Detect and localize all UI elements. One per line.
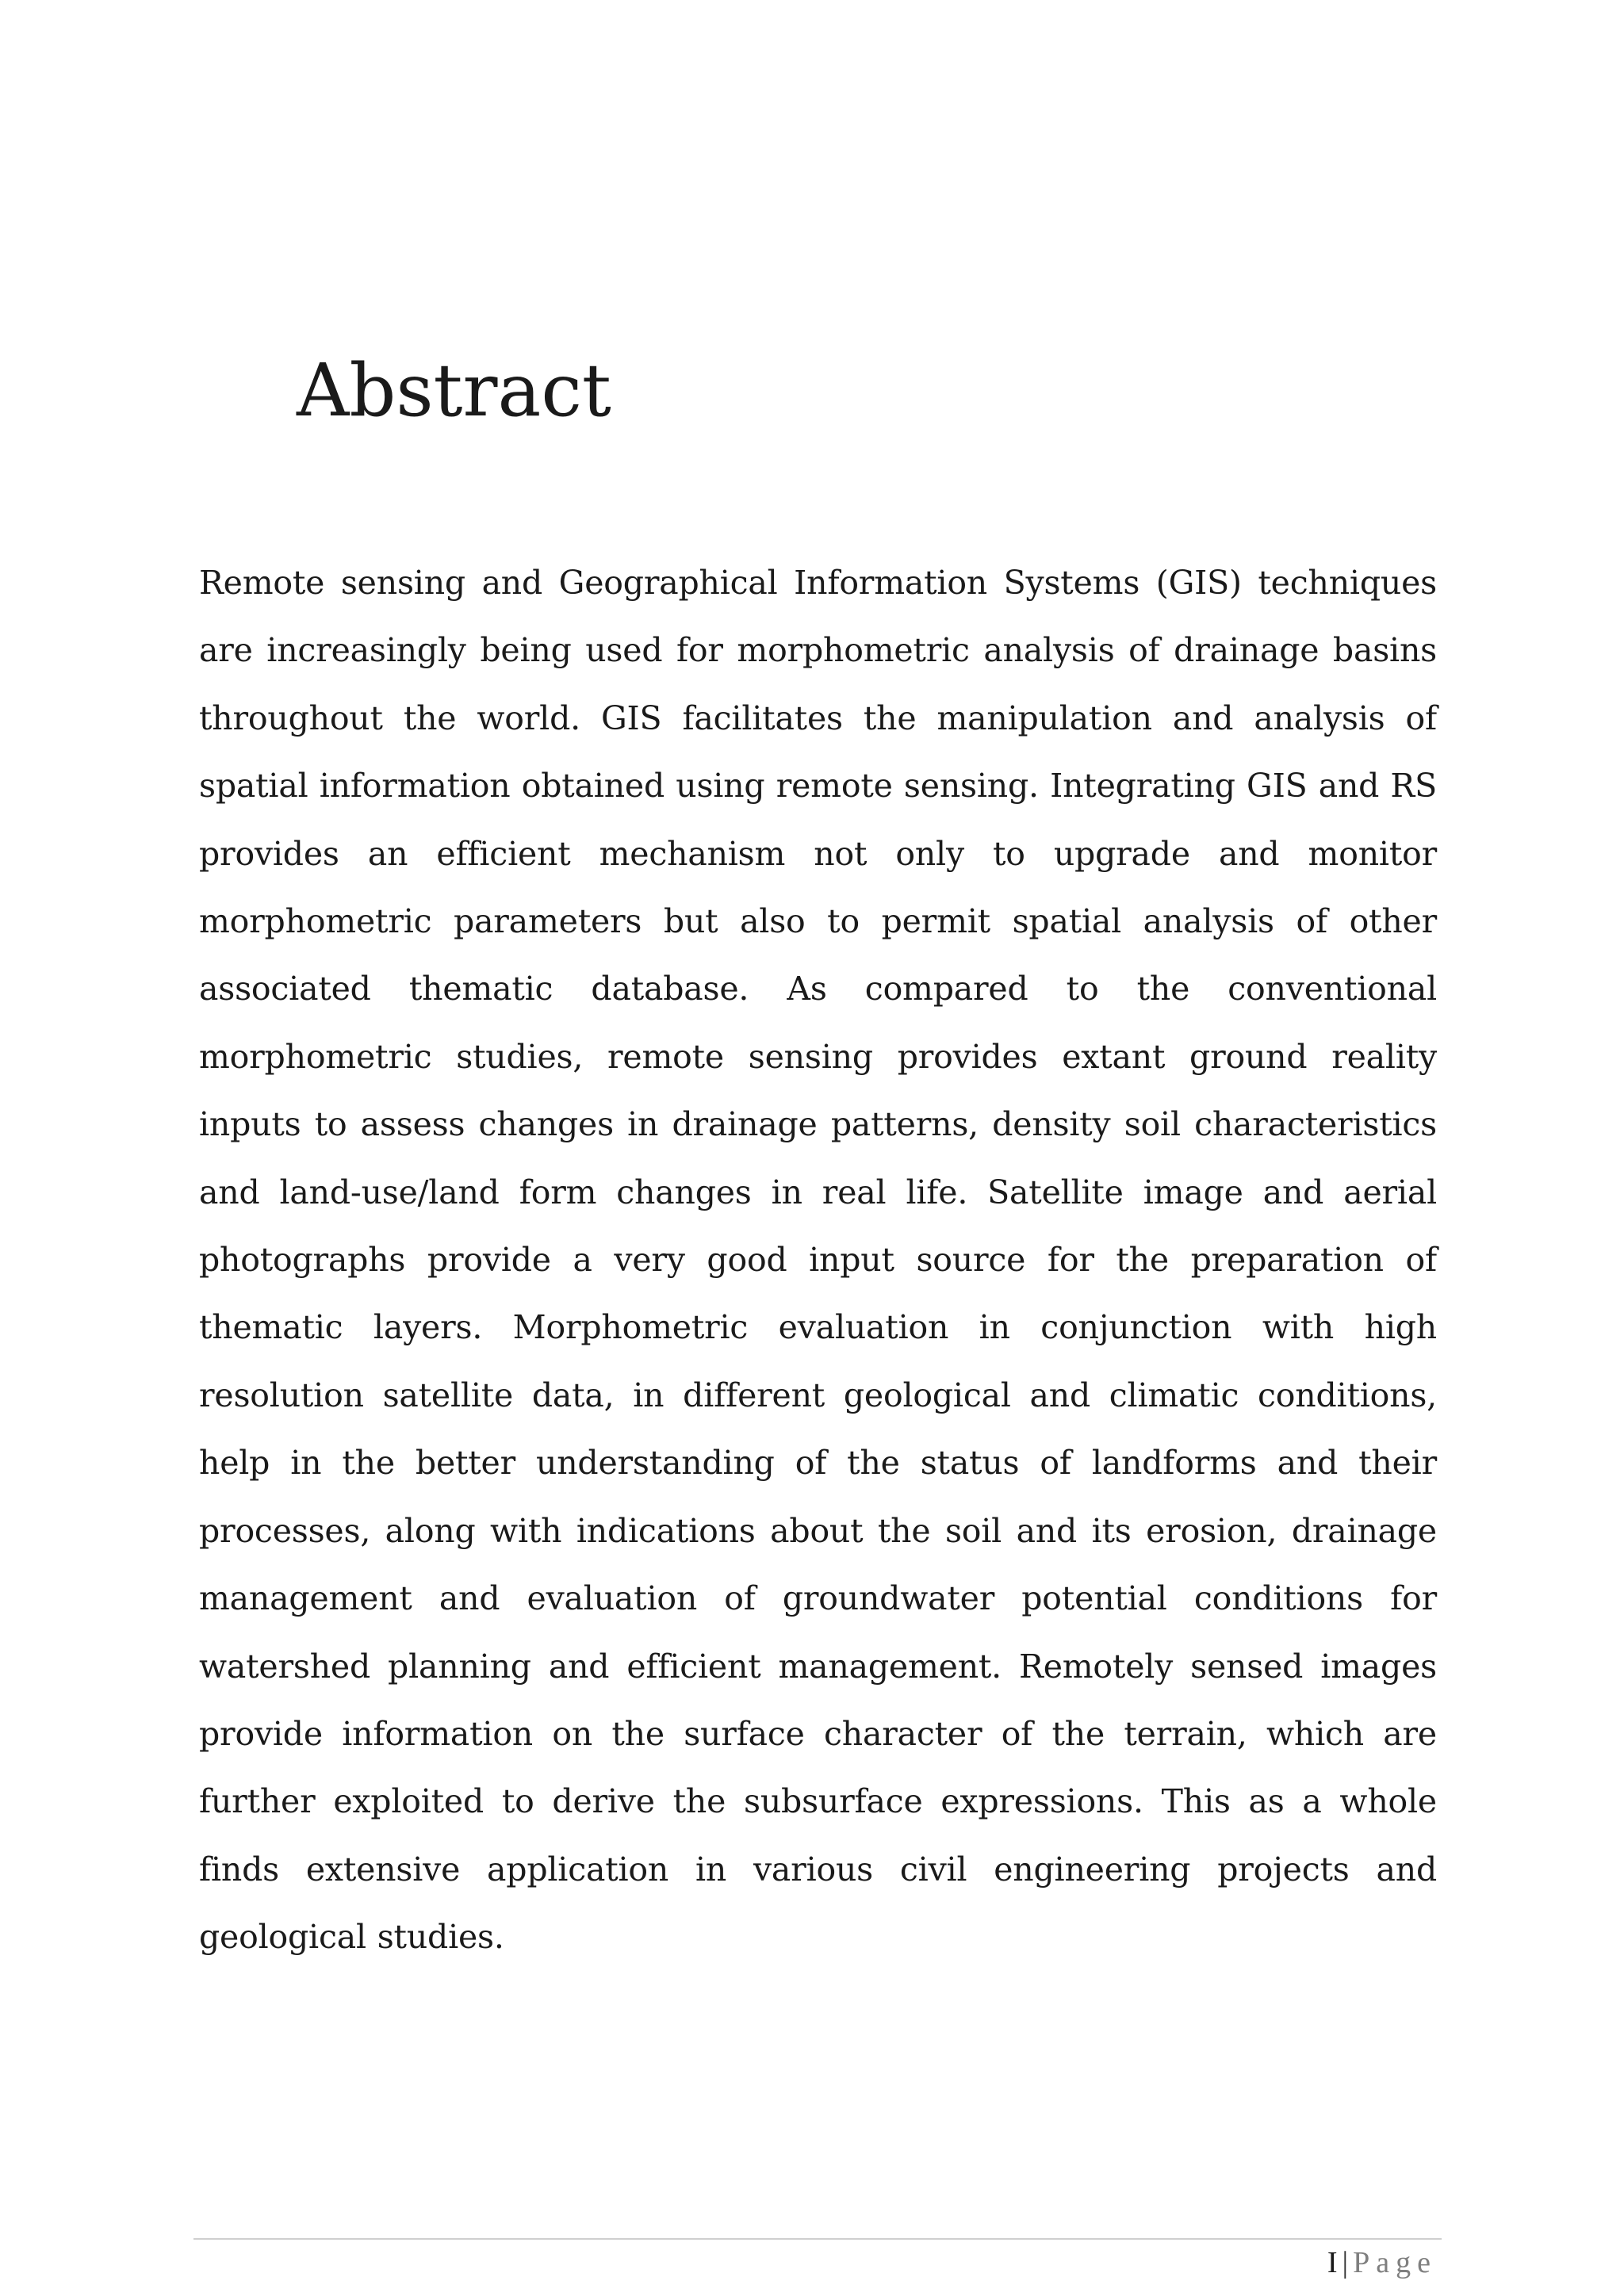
abstract-paragraph: Remote sensing and Geographical Information Systems (GIS) techniques are increasingly being used for morphometric analysis of drainage basins throughout the world. GIS facilitates the manipulation and analysis of spatial information obtained using remote sensing. Integrating GIS and RS provides an efficient mechanism not only to upgrade and monitor morphometric parameters but also to permit spatial analysis of other associated thematic database. As compared to the conventional morphometric studies, remote sensing provides extant ground reality inputs to assess changes in drainage patterns, density soil characteristics and land-use/land form changes in real life. Satellite image and aerial photographs provide a very good input source for the preparation of thematic layers. Morphometric evaluation in conjunction with high resolution satellite data, in different geological and climatic conditions, help in the better understanding of the status of landforms and their processes, along with indications about the soil and its erosion, drainage management and evaluation of groundwater potential conditions for watershed planning and efficient management. Remotely sensed images provide information on the surface character of the terrain, which are further exploited to derive the subsurface expressions. This as a whole finds extensive application in various civil engineering projects and geological studies. bbox=[199, 564, 1437, 1957]
page-label: Page bbox=[1353, 2246, 1437, 2279]
footer-divider bbox=[193, 2238, 1442, 2240]
footer-separator: | bbox=[1342, 2246, 1349, 2279]
page-footer bbox=[1327, 2244, 1437, 2283]
page-number: I bbox=[1327, 2246, 1338, 2279]
page-title: Abstract bbox=[297, 348, 611, 433]
